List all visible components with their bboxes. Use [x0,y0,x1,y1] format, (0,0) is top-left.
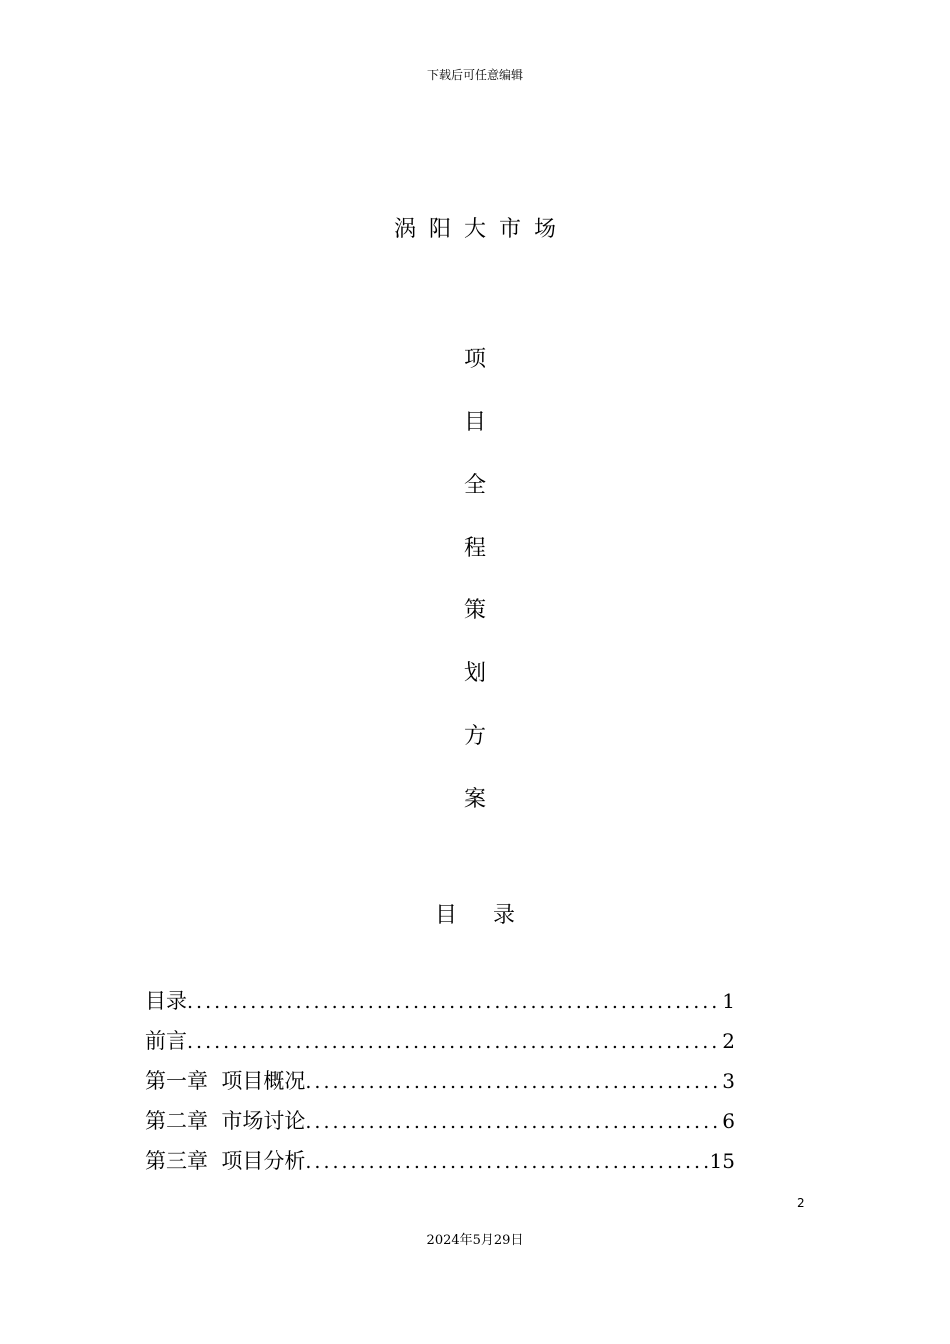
page-number: 2 [797,1196,805,1210]
toc-leader-dots [305,1071,722,1093]
toc-entry-page: 3 [722,1069,735,1093]
toc-entry[interactable] [145,1065,735,1105]
page-header: 下载后可任意编辑 [426,68,523,82]
toc-entry-page: 15 [709,1149,735,1173]
table-of-contents [145,985,735,1185]
subtitle-char: 案 [463,787,486,812]
page-footer-date: 2024年5月29日 [426,1233,524,1248]
subtitle-char: 程 [463,536,486,561]
toc-leader-dots [187,1031,722,1053]
toc-entry-label: 前言 [145,1029,187,1053]
subtitle-char: 划 [463,661,486,686]
toc-entry-label: 第三章 项目分析 [145,1149,306,1173]
toc-entry-label: 目录 [145,989,187,1013]
subtitle-char: 全 [463,473,486,498]
subtitle-char: 方 [463,724,486,749]
subtitle-char: 策 [463,598,486,623]
toc-entry-page: 1 [722,989,735,1013]
toc-leader-dots [305,1111,722,1133]
toc-leader-dots [305,1151,709,1173]
toc-entry-label: 第二章 市场讨论 [145,1109,306,1133]
toc-heading-char: 目 [434,903,457,928]
toc-entry-label: 第一章 项目概况 [145,1069,306,1093]
subtitle-char: 目 [463,410,486,435]
toc-entry[interactable] [145,1105,735,1145]
toc-heading [0,898,950,929]
toc-entry[interactable] [145,1145,735,1185]
document-title: 涡阳大市场 [393,217,569,242]
toc-leader-dots [187,991,722,1013]
toc-entry[interactable] [145,1025,735,1065]
toc-entry-page: 6 [722,1109,735,1133]
toc-heading-char: 录 [493,903,516,928]
subtitle-char: 项 [463,347,486,372]
toc-entry-page: 2 [722,1029,735,1053]
toc-entry[interactable] [145,985,735,1025]
